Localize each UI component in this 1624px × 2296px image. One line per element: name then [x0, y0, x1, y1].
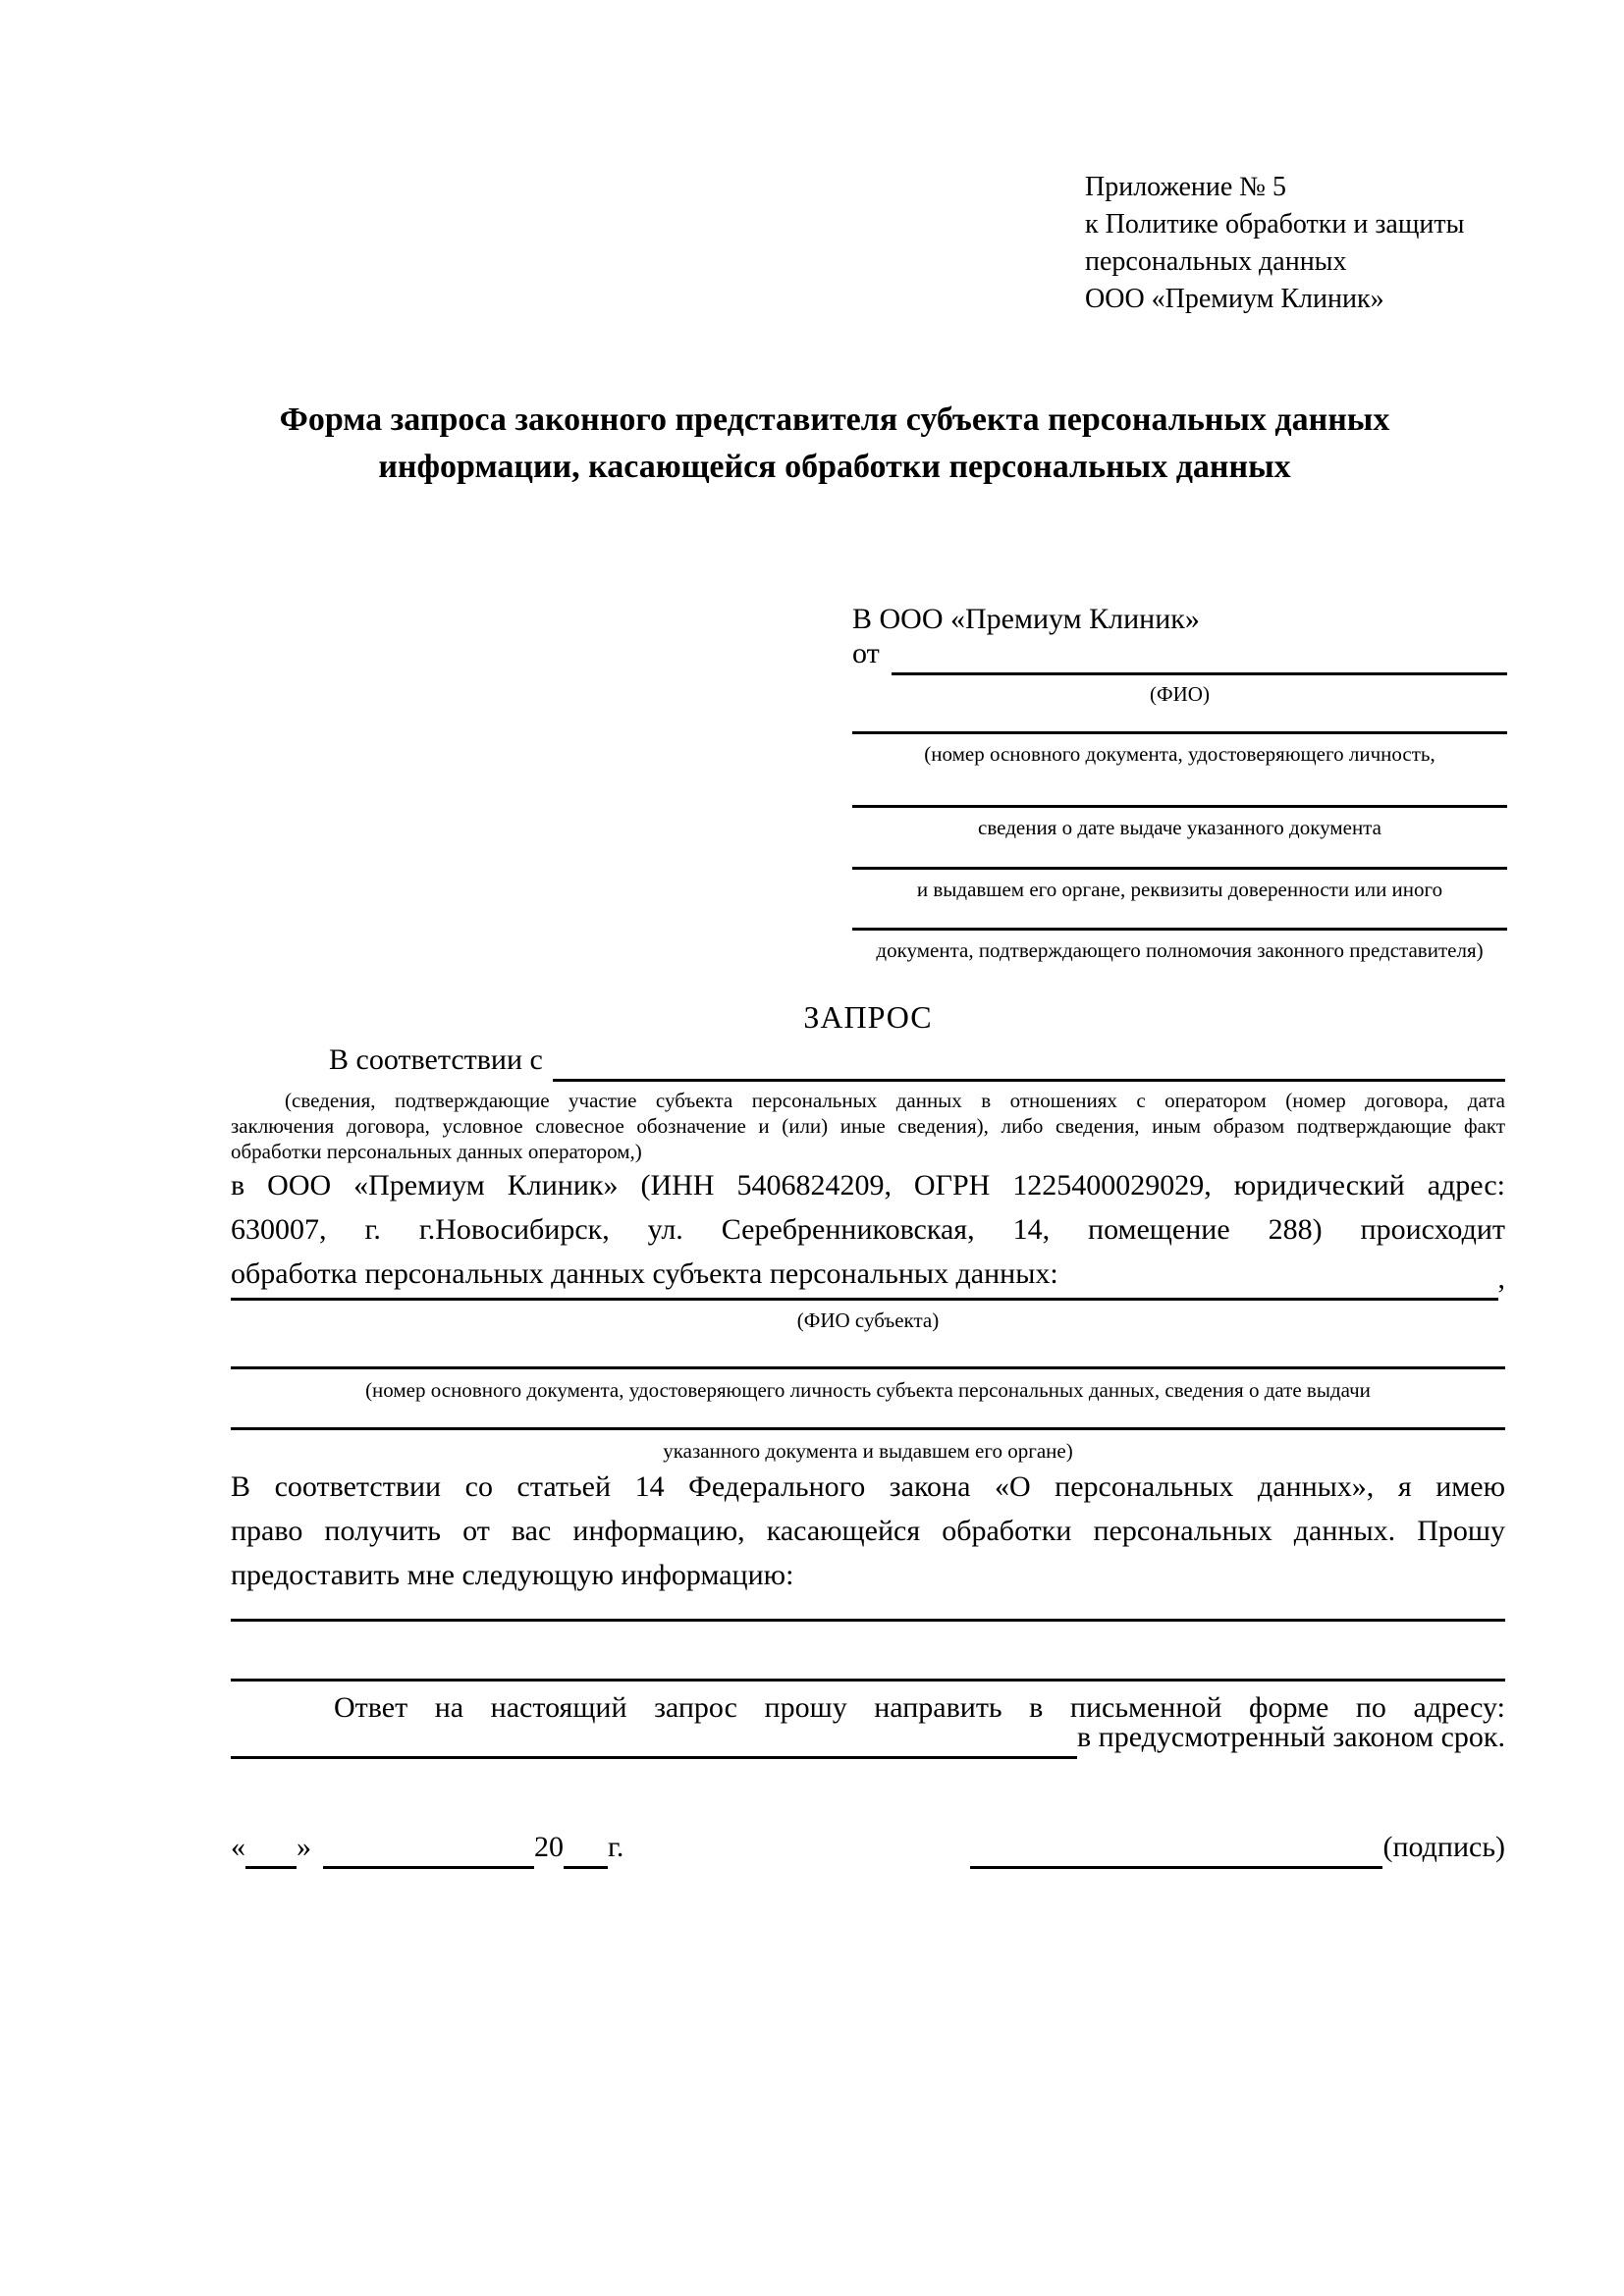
doc-issue-date-caption: сведения о дате выдаче указанного документа — [978, 816, 1381, 839]
subject-name-field — [231, 1259, 1505, 1301]
date-field — [231, 1825, 623, 1869]
answer-address-field — [231, 1716, 1505, 1759]
annex-line: ООО «Премиум Клиник» — [1085, 284, 1384, 314]
addressee-to-line: В ООО «Премиум Клиник» — [852, 603, 1200, 635]
according-prefix: В соответствии с — [329, 1043, 543, 1076]
representative-doc-blank-line — [852, 731, 1507, 734]
date-year-suffix: г. — [608, 1831, 624, 1863]
fio-caption: (ФИО) — [1150, 682, 1210, 706]
annex-block — [1085, 169, 1537, 318]
from-field — [852, 634, 1507, 675]
document-title — [157, 397, 1512, 491]
from-blank-line — [892, 672, 1507, 675]
subject-doc-caption2: указанного документа и выдавшем его органе) — [663, 1439, 1073, 1463]
operator-caption-line: заключения договора, условное словесное обозначение и (или) иные сведения), либо сведения, иным образом подтверждающие факт — [231, 1114, 1505, 1138]
date-day-blank-line — [245, 1866, 297, 1869]
subject-name-caption: (ФИО субъекта) — [796, 1308, 940, 1332]
representative-doc-caption: (номер основного документа, удостоверяющего личность, — [924, 742, 1435, 766]
answer-address-blank-line — [231, 1756, 1077, 1759]
signature-field — [970, 1825, 1505, 1869]
date-year-prefix: 20 — [534, 1831, 564, 1863]
signature-blank-line — [970, 1866, 1382, 1869]
info-blank-line2 — [231, 1679, 1505, 1682]
date-month-blank-line — [323, 1866, 534, 1869]
subject-doc-blank-line — [231, 1366, 1505, 1369]
answer-line: Ответ на настоящий запрос прошу направить в письменной форме по адресу: — [334, 1691, 1505, 1724]
subject-doc-blank-line2 — [231, 1427, 1505, 1430]
doc-issue-date-blank-line — [852, 805, 1507, 808]
date-signature-row — [231, 1826, 1505, 1869]
subject-name-blank-line — [231, 1298, 1498, 1301]
intro-line: обработка персональных данных субъекта персональных данных: — [231, 1257, 1058, 1290]
operator-caption-line: (сведения, подтверждающие участие субъекта персональных данных в отношениях с оператором (номер договора, дата — [285, 1089, 1505, 1112]
authority-doc-blank-line — [852, 928, 1507, 931]
from-label: от — [852, 637, 880, 669]
law-line: предоставить мне следующую информацию: — [231, 1559, 794, 1591]
operator-caption — [231, 1088, 1505, 1164]
subject-doc-caption: (номер основного документа, удостоверяющего личность субъекта персональных данных, сведения о дате выдачи — [365, 1378, 1371, 1402]
signature-caption: (подпись) — [1382, 1831, 1505, 1863]
date-quote-open: « — [231, 1831, 245, 1863]
annex-line: Приложение № 5 — [1085, 172, 1286, 202]
subject-name-comma: , — [1497, 1262, 1505, 1295]
addressee-block — [852, 597, 1507, 989]
issuing-authority-caption: и выдавшем его органе, реквизиты доверенности или иного — [916, 878, 1443, 901]
law-line: В соответствии со статьей 14 Федерального закона «О персональных данных», я имею — [231, 1470, 1505, 1503]
annex-line: к Политике обработки и защиты — [1085, 209, 1465, 240]
date-quote-close: » — [297, 1831, 311, 1863]
intro-line: 630007, г. г.Новосибирск, ул. Серебренниковская, 14, помещение 288) происходит — [231, 1213, 1505, 1246]
issuing-authority-blank-line — [852, 867, 1507, 870]
document-title-line1: Форма запроса законного представителя субъекта персональных данных — [279, 401, 1390, 438]
annex-line: персональных данных — [1085, 246, 1347, 277]
operator-caption-line: обработки персональных данных оператором,) — [231, 1140, 642, 1163]
info-blank-line1 — [231, 1619, 1505, 1622]
law-paragraph — [231, 1465, 1505, 1597]
law-line: право получить от вас информацию, касающейся обработки персональных данных. Прошу — [231, 1515, 1505, 1547]
document-title-line2: информации, касающейся обработки персональных данных — [378, 449, 1291, 485]
intro-line: в ООО «Премиум Клиник» (ИНН 5406824209, ОГРН 1225400029029, юридический адрес: — [231, 1169, 1505, 1201]
according-blank-line — [553, 1079, 1505, 1082]
date-year-blank-line — [564, 1866, 608, 1869]
according-field — [231, 1039, 1505, 1082]
answer-suffix: в предусмотренный законом срок. — [1077, 1721, 1505, 1753]
authority-doc-caption: документа, подтверждающего полномочия законного представителя) — [876, 938, 1484, 962]
request-heading: ЗАПРОС — [803, 999, 933, 1035]
